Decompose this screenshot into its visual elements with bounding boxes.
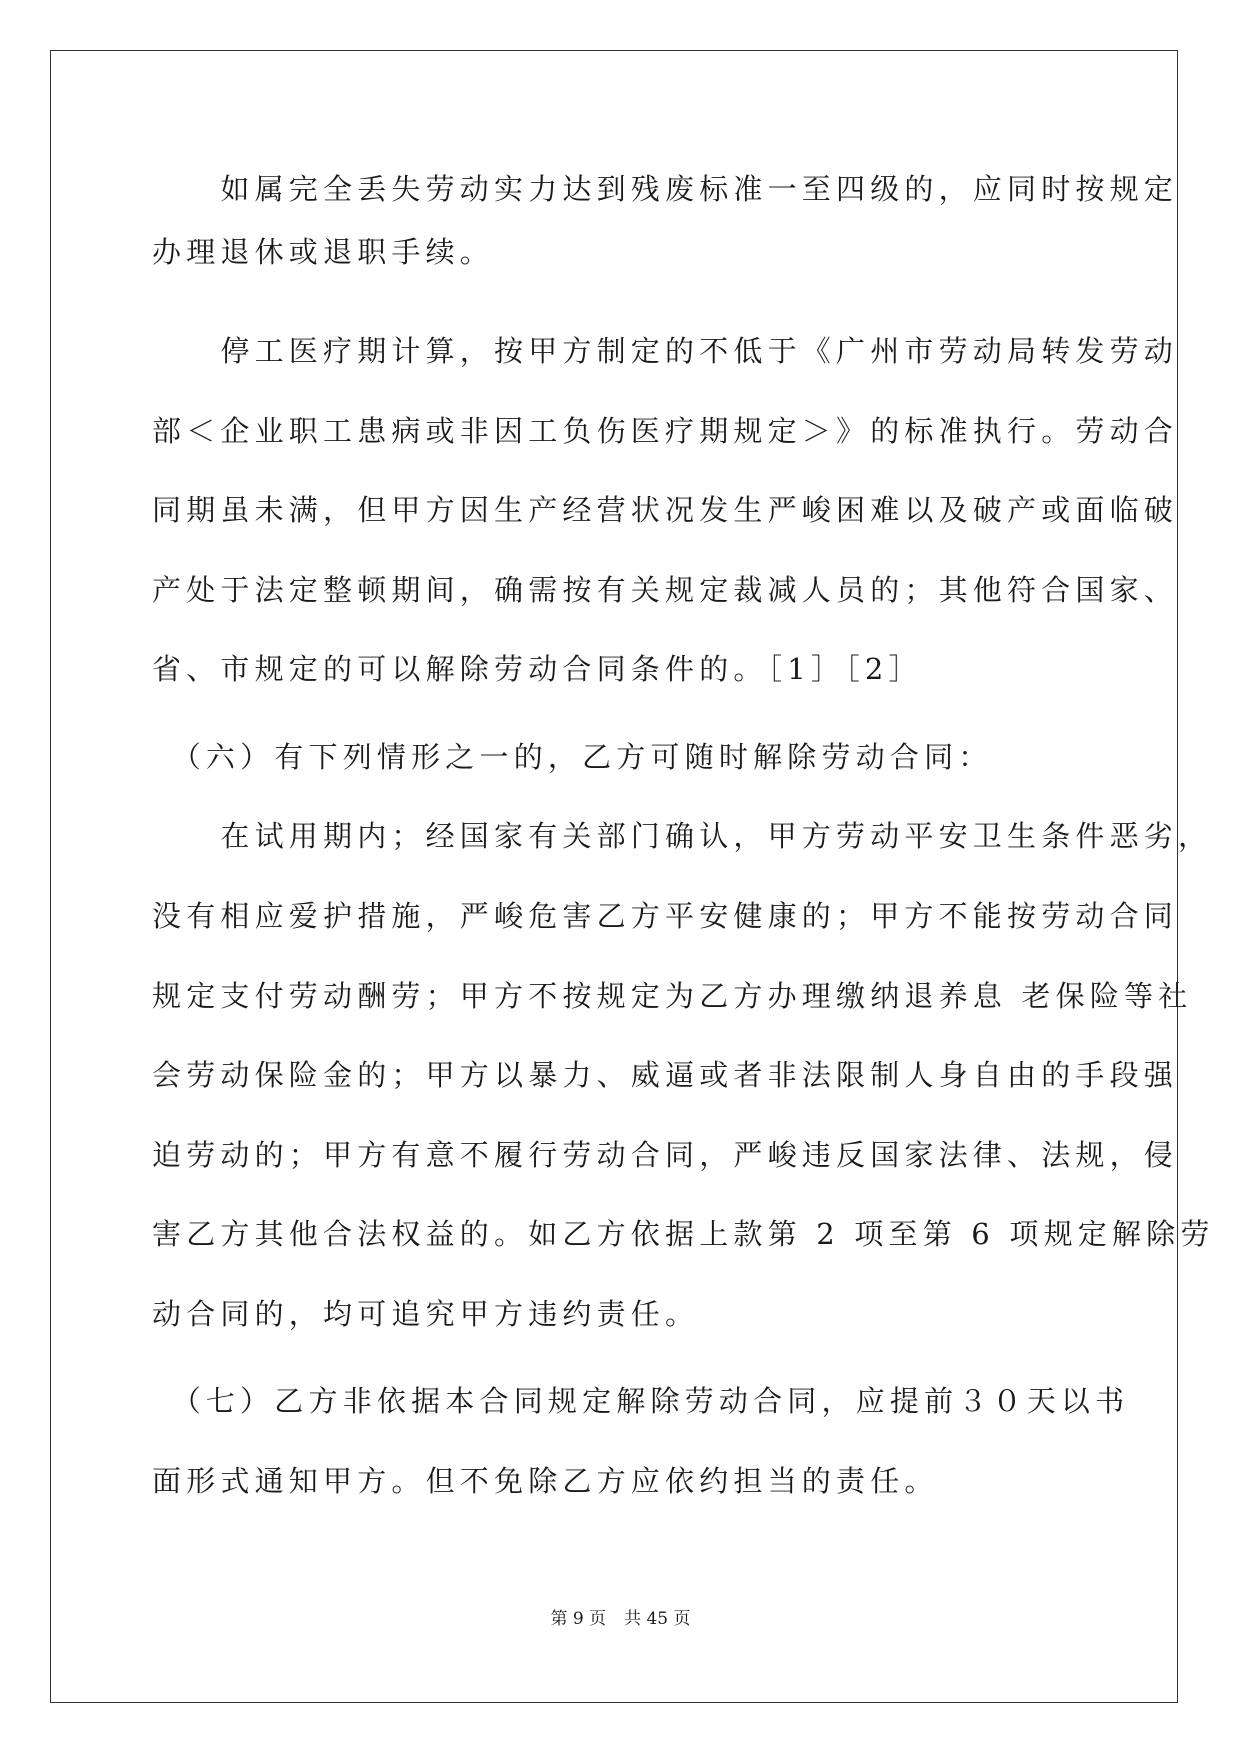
- page-number: 第 9 页: [550, 1609, 607, 1629]
- text-line: 部＜企业职工患病或非因工负伤医疗期规定＞》的标准执行。劳动合: [152, 414, 1179, 448]
- text-line: 同期虽未满，但甲方因生产经营状况发生严峻困难以及破产或面临破: [152, 493, 1179, 527]
- text-line: 省、市规定的可以解除劳动合同条件的。［1］［2］: [152, 652, 923, 686]
- page-total: 共 45 页: [624, 1609, 691, 1629]
- text-line: 动合同的，均可追究甲方违约责任。: [152, 1297, 700, 1331]
- text-line: （七）乙方非依据本合同规定解除劳动合同，应提前３０天以书: [152, 1384, 1130, 1418]
- text-line: 规定支付劳动酬劳；甲方不按规定为乙方办理缴纳退养息 老保险等社: [152, 979, 1193, 1013]
- text-line: 办理退休或退职手续。: [152, 235, 495, 269]
- text-line: （六）有下列情形之一的，乙方可随时解除劳动合同：: [152, 740, 993, 774]
- text-line: 会劳动保险金的；甲方以暴力、威逼或者非法限制人身自由的手段强: [152, 1058, 1179, 1092]
- page-footer: [0, 1607, 1241, 1631]
- text-line: 在试用期内；经国家有关部门确认，甲方劳动平安卫生条件恶劣，: [152, 819, 1213, 853]
- page-border: [50, 50, 1178, 1703]
- text-line: 如属完全丢失劳动实力达到残废标准一至四级的，应同时按规定: [152, 172, 1179, 206]
- text-line: 产处于法定整顿期间，确需按有关规定裁减人员的；其他符合国家、: [152, 573, 1179, 607]
- text-line: 面形式通知甲方。但不免除乙方应依约担当的责任。: [152, 1464, 939, 1498]
- text-line: 停工医疗期计算，按甲方制定的不低于《广州市劳动局转发劳动: [152, 334, 1179, 368]
- text-line: 迫劳动的；甲方有意不履行劳动合同，严峻违反国家法律、法规，侵: [152, 1138, 1179, 1172]
- text-line: 害乙方其他合法权益的。如乙方依据上款第 2 项至第 6 项规定解除劳: [152, 1217, 1215, 1251]
- text-line: 没有相应爱护措施，严峻危害乙方平安健康的；甲方不能按劳动合同: [152, 899, 1179, 933]
